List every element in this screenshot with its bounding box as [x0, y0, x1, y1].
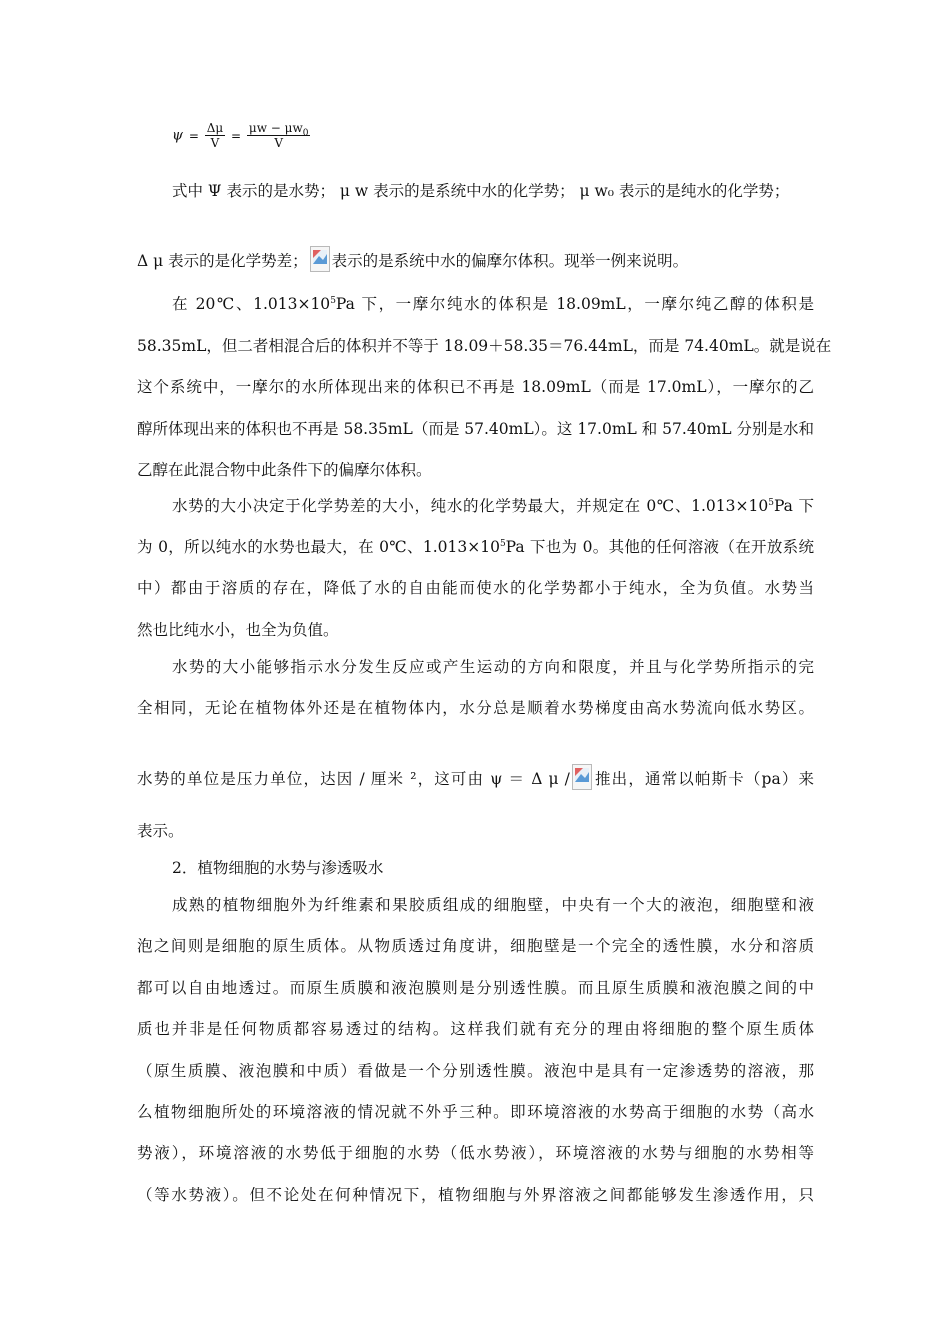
line-text: Δ μ 表示的是化学势差；: [137, 252, 308, 270]
paragraph-line: [137, 246, 688, 272]
formula-fraction-1: [205, 121, 225, 150]
line-text: 在 20℃、1.013×10: [172, 295, 331, 313]
superscript: 5: [768, 497, 774, 508]
paragraph-line: 58.35mL，但二者相混合后的体积并不等于 18.09＋58.35＝76.44mL，而是 74.40mL。就是说在: [137, 337, 832, 355]
paragraph-line: 乙醇在此混合物中此条件下的偏摩尔体积。: [137, 461, 432, 479]
paragraph-line: 泡之间则是细胞的原生质体。从物质透过角度讲，细胞壁是一个完全的透性膜，水分和溶质: [137, 937, 814, 955]
paragraph-line: 水势的大小能够指示水分发生反应或产生运动的方向和限度，并且与化学势所指示的完: [172, 658, 814, 676]
paragraph-line: 势液），环境溶液的水势低于细胞的水势（低水势液），环境溶液的水势与细胞的水势相等: [137, 1144, 814, 1162]
paragraph-line: 么植物细胞所处的环境溶液的情况就不外乎三种。即环境溶液的水势高于细胞的水势（高水: [137, 1103, 814, 1121]
paragraph-line: [137, 537, 814, 557]
line-text: 推出，通常以帕斯卡（pa）来: [593, 770, 814, 788]
formula-denominator-2: V: [274, 136, 283, 150]
paragraph-line: 这个系统中，一摩尔的水所体现出来的体积已不再是 18.09mL（而是 17.0mL），一摩尔的乙: [137, 378, 814, 396]
formula-numerator-2-sub: 0: [302, 128, 309, 139]
paragraph-line: （原生质膜、液泡膜和中质）看做是一个分别透性膜。液泡中是具有一定渗透势的溶液，那: [137, 1062, 814, 1080]
paragraph-line: 中）都由于溶质的存在，降低了水的自由能而使水的化学势都小于纯水，全为负值。水势当: [137, 579, 814, 597]
line-text: Pa 下也为 0。其他的任何溶液（在开放系统: [505, 538, 814, 556]
formula-numerator-1: Δμ: [206, 121, 224, 135]
paragraph-line: [172, 294, 814, 314]
paragraph-line: 醇所体现出来的体积也不再是 58.35mL（而是 57.40mL）。这 17.0mL 和 57.40mL 分别是水和: [137, 420, 814, 438]
formula-psi: ψ: [172, 127, 183, 144]
section-heading: 2．植物细胞的水势与渗透吸水: [172, 859, 384, 877]
broken-image-icon: [572, 764, 592, 790]
paragraph-line: 质也并非是任何物质都容易透过的结构。这样我们就有充分的理由将细胞的整个原生质体: [137, 1020, 814, 1038]
paragraph-line: 都可以自由地透过。而原生质膜和液泡膜则是分别透性膜。而且原生质膜和液泡膜之间的中: [137, 979, 814, 997]
line-text: 水势的单位是压力单位，达因 / 厘米 ²，这可由 ψ ＝ Δ μ /: [137, 770, 570, 788]
formula-equals-2: =: [231, 128, 242, 143]
paragraph-line: [172, 496, 814, 516]
formula-fraction-2: [247, 121, 311, 150]
paragraph-line: 表示。: [137, 822, 184, 840]
paragraph-line: 全相同，无论在植物体外还是在植物体内，水分总是顺着水势梯度由高水势流向低水势区。: [137, 699, 814, 717]
paragraph-line: （等水势液）。但不论处在何种情况下，植物细胞与外界溶液之间都能够发生渗透作用，只: [137, 1186, 814, 1204]
line-text: Pa 下，一摩尔纯水的体积是 18.09mL，一摩尔纯乙醇的体积是: [335, 295, 814, 313]
line-text: Pa 下: [773, 497, 815, 515]
formula-equals: =: [188, 128, 199, 143]
superscript: 5: [499, 538, 506, 549]
line-text: 水势的大小决定于化学势差的大小，纯水的化学势最大，并规定在 0℃、1.013×10: [172, 497, 769, 515]
broken-image-icon: [310, 246, 330, 272]
formula-denominator-1: V: [210, 136, 220, 150]
line-text: 表示的是系统中水的偏摩尔体积。现举一例来说明。: [331, 252, 689, 270]
paragraph-line: 式中 Ψ 表示的是水势； μ w 表示的是系统中水的化学势； μ w₀ 表示的是纯水的化学势；: [172, 182, 790, 200]
formula-numerator-2: [247, 121, 311, 139]
water-potential-formula: [172, 121, 310, 150]
paragraph-line: 成熟的植物细胞外为纤维素和果胶质组成的细胞壁，中央有一个大的液泡，细胞壁和液: [172, 896, 814, 914]
formula-numerator-2-text: μw − μw: [248, 121, 303, 135]
superscript: 5: [330, 295, 336, 306]
paragraph-line: 然也比纯水小，也全为负值。: [137, 621, 339, 639]
paragraph-line: [137, 764, 814, 790]
line-text: 为 0，所以纯水的水势也最大，在 0℃、1.013×10: [137, 538, 500, 556]
